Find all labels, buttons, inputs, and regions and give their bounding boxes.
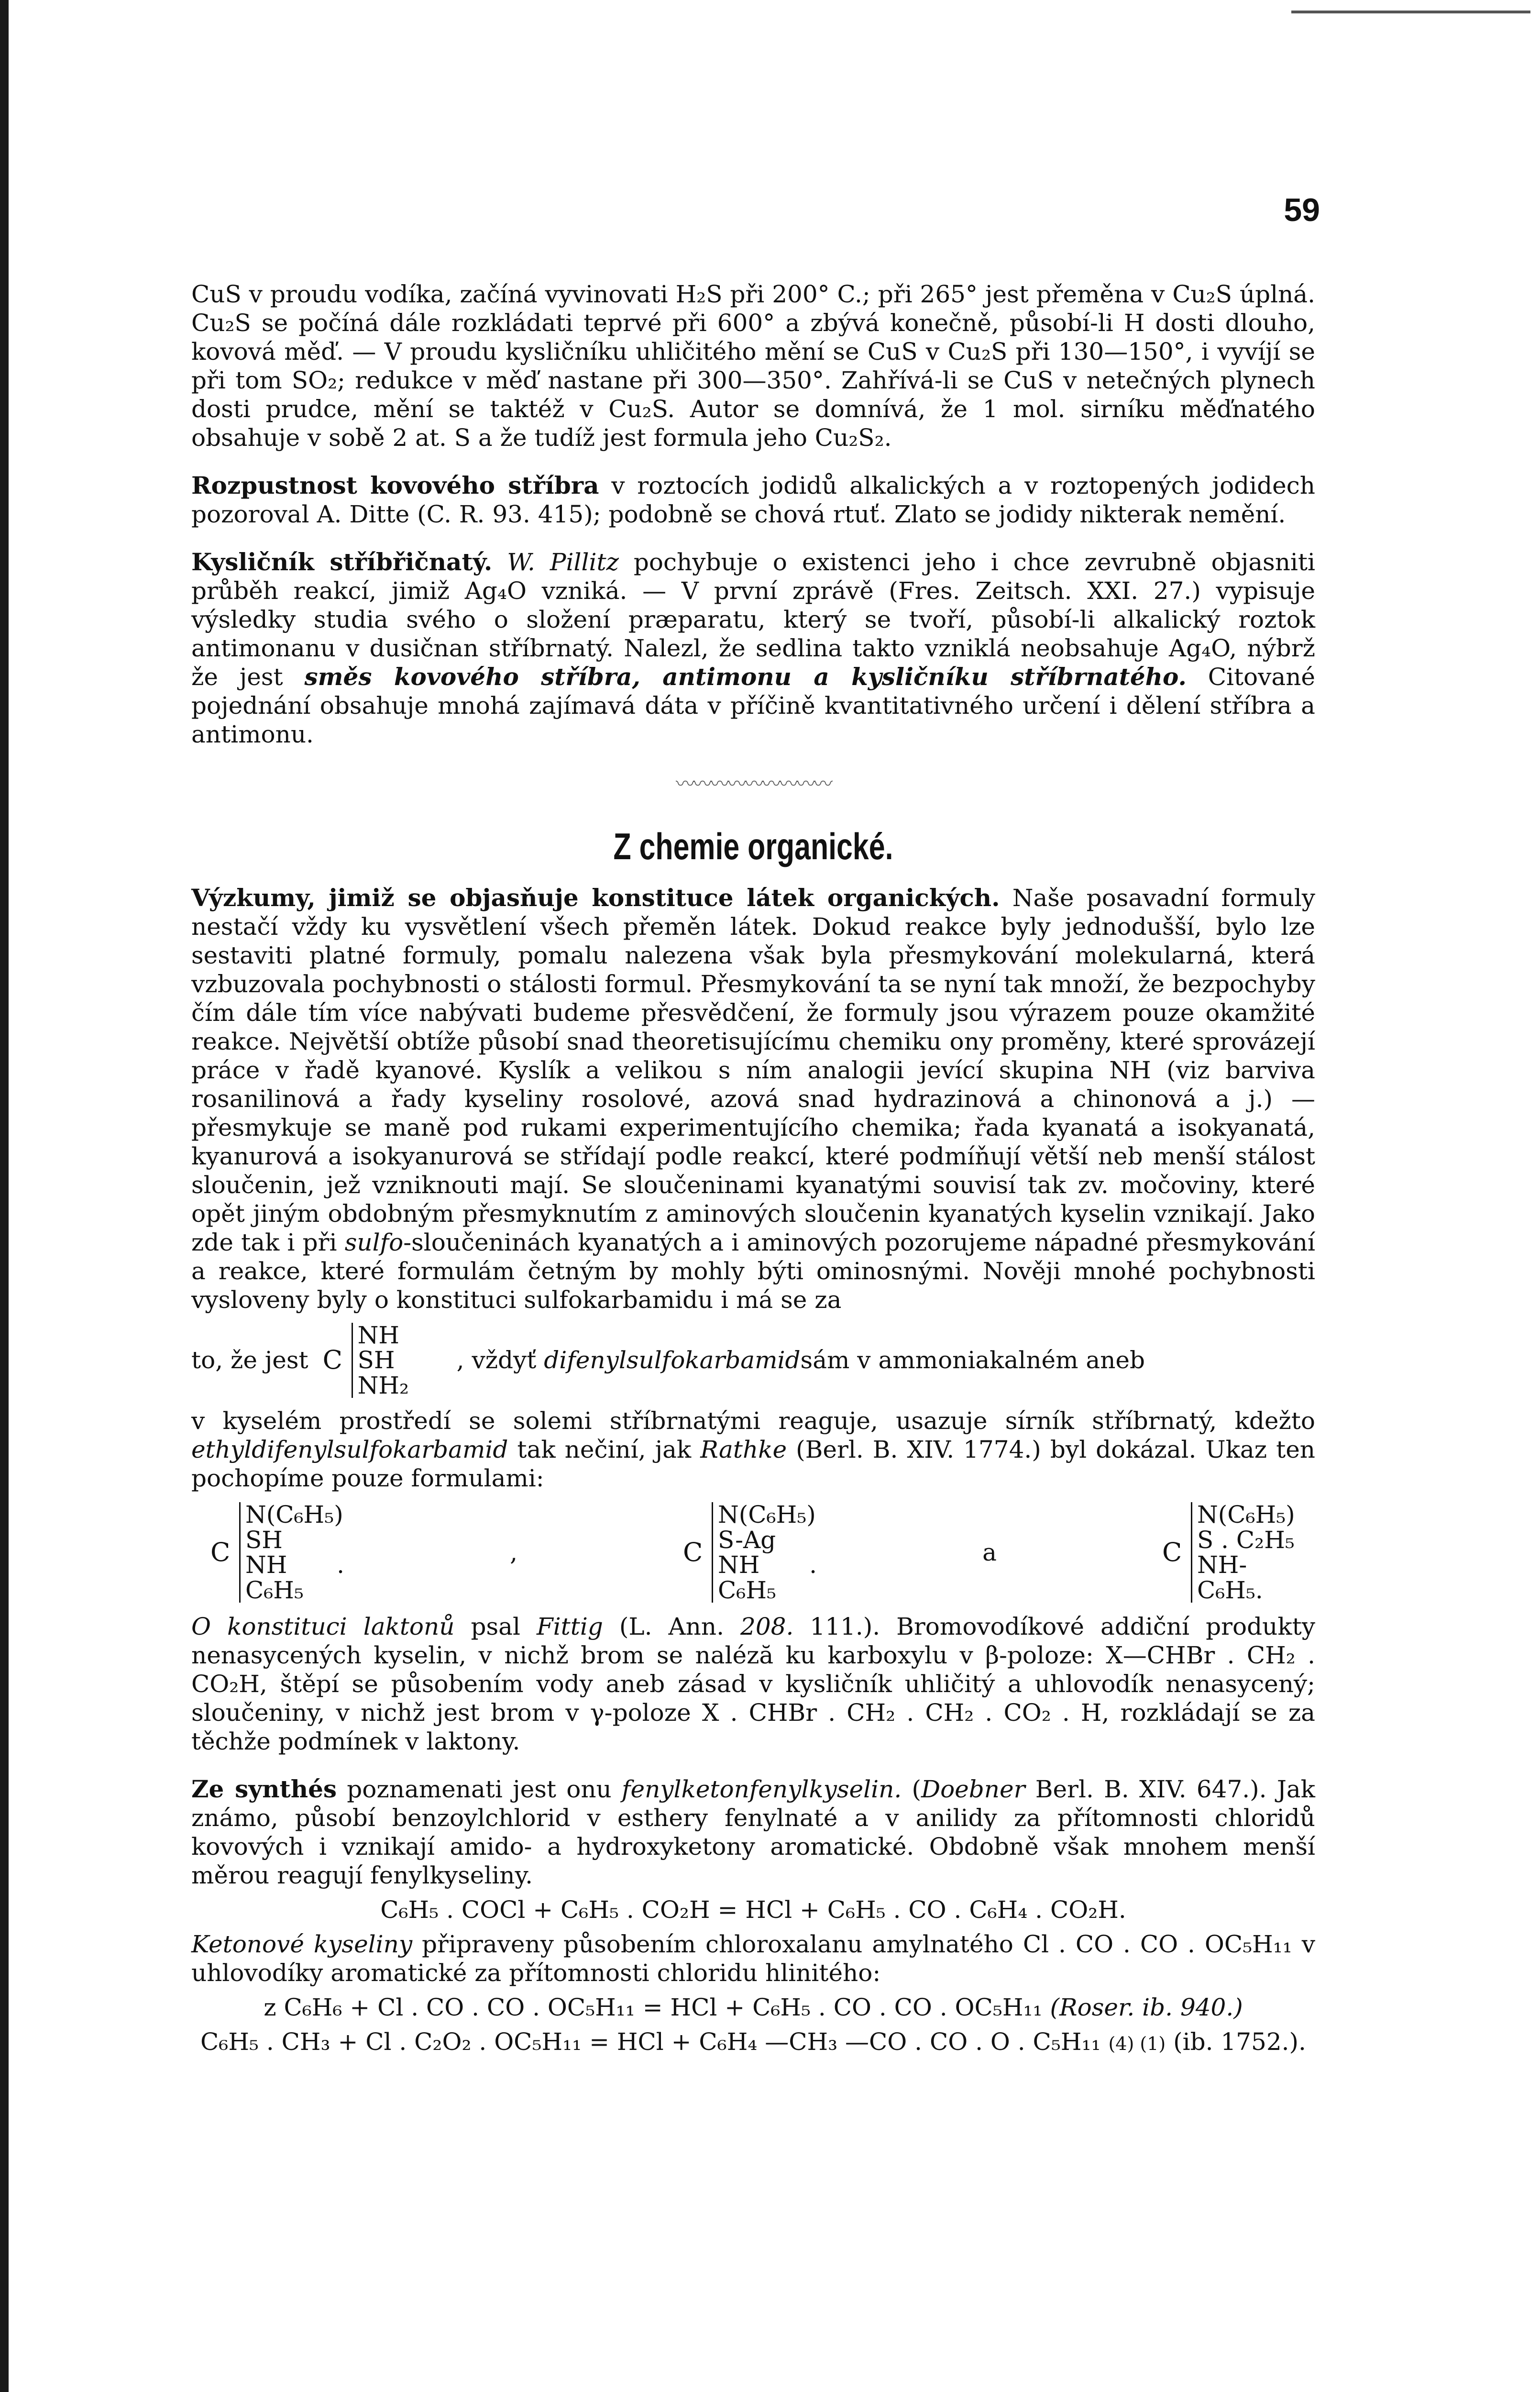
equation-1: C₆H₅ . COCl + C₆H₅ . CO₂H = HCl + C₆H₅ . CO . C₆H₄ . CO₂H. [380,1896,1126,1924]
page-number: 59 [1284,192,1320,228]
structure-c [1162,1502,1296,1603]
eq3-ref: (ib. 1752.). [1173,2028,1306,2056]
formula-label: to, že jest [191,1346,308,1374]
text-oxide-2: Citované pojednání obsahuje mnohá zajímavá dáta v příčině kvantitativného určení i dělení stříbra a antimonu. [191,663,1315,748]
text-af-2: tak nečiní, jak [508,1436,701,1464]
sep: a [982,1539,997,1567]
difenylsulfokarbamid: difenylsulfokarbamid [544,1346,801,1374]
arms [352,1323,457,1398]
arm: N(C₆H₅) [718,1501,816,1529]
page-edge [0,0,9,2392]
author-rathke: Rathke [700,1436,787,1464]
paragraph-lactone [191,1612,1315,1756]
t: Berl. B. XIV. 647.). Jak známo, působí benzoylchlorid v esthery fenylnaté a v anilidy za přítomnosti chloridů kovových i vznikají amido- a hydroxyketony aromatické. Obdobně však mnohem menší měrou reagují fenylkyseliny. [191,1775,1315,1890]
equation-3 [191,2027,1315,2056]
t: (L. Ann. [603,1613,741,1641]
arms [712,1502,817,1603]
ethyl-name: ethyldifenylsulfokarbamid [191,1436,508,1464]
lactone-title: O konstituci laktonů [191,1613,455,1641]
arms [1191,1502,1296,1603]
eq2-ref: (Roser. ib. 940.) [1050,1993,1243,2022]
eq3: C₆H₅ . CH₃ + Cl . C₂O₂ . OC₅H₁₁ = HCl + C₆H₄ —CH₃ —CO . CO . O . C₅H₁₁ [200,2028,1101,2056]
eq3-pos: (4) (1) [1108,2033,1166,2055]
arm: NH . C₆H₅ [245,1551,344,1604]
t: připraveny působením chloroxalanu amylnatého Cl . CO . CO . OC₅H₁₁ v uhlovodíky aromatické za přítomnosti chloridu hlinitého: [191,1930,1315,1987]
arm: N(C₆H₅) [1197,1501,1295,1529]
carbon-atom: C [683,1537,703,1567]
formula-text-2: sám v ammoniakalném aneb [800,1346,1145,1374]
arm: NH [357,1321,400,1349]
arm: SH [357,1346,395,1374]
vol: 208. [740,1613,794,1641]
t: poznamenati jest onu [337,1775,622,1804]
formula-row [210,1502,1296,1603]
scan-mark [1291,11,1530,13]
lead-silver: Rozpustnost kovového stříbra [191,471,599,499]
sulfo-prefix: sulfo [344,1228,404,1256]
lead-oxide: Kysličník stříbřičnatý. [191,548,493,576]
emph-oxide: směs kovového stříbra, antimonu a kysličníku stříbrnatého. [304,663,1187,691]
carbon-atom: C [322,1344,342,1375]
text-research-1: Naše posavadní formuly nestačí vždy ku vysvětlení všech přeměn látek. Dokud reakce byly jednodušší, bylo lze sestaviti platné formuly, pomalu nalezena však byla přesmykování molekularná, která vzbuzovala pochybnosti o stálosti formul. Přesmykování ta se nyní tak množí, že bezpochyby čím dále tím více nabývati budeme přesvědčení, že formuly jsou výrazem pouze okamžité reakce. Největší obtíže působí snad theoretisujícímu chemiku ony proměny, které sprovázejí práce v řadě kyanové. Kyslík a velikou s ním analogii jevící skupina NH (viz barviva rosanilinová a řady kyseliny rosolové, azová snad hydrazinová a chinonová a j.) — přesmykuje se maně pod rukami experimentujícího chemika; řada kyanatá a isokyanatá, kyanurová a isokyanurová se střídají podle reakcí, které podmíňují větší neb menší stálost sloučenin, jež vzniknouti mají. Se sloučeninami kyanatými souvisí tak zv. močoviny, které opět jiným obdobným přesmyknutím z aminových sloučenin kyanatých kyselin vznikají. Jako zde tak i při [191,884,1315,1256]
section-divider: 〰〰〰〰〰〰〰〰〰 [676,773,831,795]
formula-text: , vždyť [456,1346,537,1374]
lead-synthesis: Ze synthés [191,1775,337,1804]
t: 111.). Bromovodíkové addiční produkty nenasycených kyselin, v nichž brom se naléză ku karboxylu v β-poloze: X—CHBr . CH₂ . CO₂H, štěpí se působením vody aneb zásad v kysličník uhličitý a uhlovodík nenasycený; sloučeniny, v nichž jest brom v γ-poloze X . CHBr . CH₂ . CH₂ . CO₂ . H, rozkládají se za těchže podmínek v laktony. [191,1613,1315,1756]
lead-research: Výzkumy, jimiž se objasňuje konstituce látek organických. [191,883,1000,912]
keto-title: Ketonové kyseliny [191,1930,413,1959]
paragraph-research [191,884,1315,1314]
author-doebner: Doebner [921,1775,1025,1804]
author-fittig: Fittig [536,1613,603,1641]
structure-a [210,1502,344,1603]
paragraph-after-formula [191,1406,1315,1493]
arm: SH [245,1526,283,1554]
arm: S-Ag [718,1526,776,1554]
t: psal [454,1613,537,1641]
section-title: Z chemie organické. [613,825,893,867]
arms [239,1502,344,1603]
synthesis-italic: fenylketonfenylkyselin. [621,1775,902,1804]
structure-b [683,1502,817,1603]
paragraph-keto [191,1930,1315,1987]
sep: , [510,1539,517,1567]
text-af-1: v kyselém prostředí se solemi stříbrnatými reaguje, usazuje sírník stříbrnatý, kdežto [191,1407,1315,1435]
carbon-atom: C [210,1537,231,1567]
text-research-2: -sloučeninách kyanatých a i aminových pozorujeme nápadné přesmykování a reakce, které formulám četným by mohly býti ominosnými. Nověji mnohé pochybnosti vysloveny byly o konstituci sulfokarbamidu i má se za [191,1228,1315,1314]
page-content [191,280,1315,2062]
formula-sulfokarbamid [191,1323,1315,1398]
equation-2 [191,1993,1315,2022]
author-pillitz: W. Pillitz [507,548,619,576]
arm: S . C₂H₅ [1197,1526,1295,1554]
text-silver: v roztocích jodidů alkalických a v roztopených jodidech pozoroval A. Ditte (C. R. 93. 415); podobně se chová rtuť. Zlato se jodidy nikterak nemění. [191,472,1315,528]
arm: N(C₆H₅) [245,1501,343,1529]
paragraph-synthesis: Ze synthés poznamenati jest onu fenylketonfenylkyselin. (Doebner Berl. B. XIV. 647.). Jak známo, působí benzoylchlorid v esthery fenylnaté a v anilidy za přítomnosti chloridů kovových i vznikají amido- a hydroxyketony aromatické. Obdobně však mnohem menší měrou reagují fenylkyseliny. [191,1775,1315,1890]
text-af-3: (Berl. B. XIV. 1774.) byl dokázal. Ukaz ten pochopíme pouze formulami: [191,1436,1315,1493]
structure-1 [323,1323,457,1398]
paragraph-silver [191,471,1315,529]
text-oxide-1: pochybuje o existenci jeho i chce zevrubně objasniti průběh reakcí, jimiž Ag₄O vzniká. — V první zprávě (Fres. Zeitsch. XXI. 27.) vypisuje výsledky studia svého o složení præparatu, který se tvoří, působí-li alkalický roztok antimonanu v dusičnan stříbrnatý. Nalezl, že sedlina takto vzniklá neobsahuje Ag₄O, nýbrž že jest [191,548,1315,691]
carbon-atom: C [1162,1537,1182,1567]
arm: NH₂ [357,1371,409,1399]
arm: NH-C₆H₅. [1197,1551,1263,1604]
paragraph-oxide [191,548,1315,749]
paragraph-cus: CuS v proudu vodíka, začíná vyvinovati H₂S při 200° C.; při 265° jest přeměna v Cu₂S úplná. Cu₂S se počíná dále rozkládati teprvé při 600° a zbývá konečně, působí-li H dosti dlouho, kovová měď. — V proudu kysličníku uhličitého mění se CuS v Cu₂S při 130—150°, i vyvíjí se při tom SO₂; redukce v měď nastane při 300—350°. Zahřívá-li se CuS v netečných plynech dosti prudce, mění se taktéž v Cu₂S. Autor se domnívá, že 1 mol. sirníku měďnatého obsahuje v sobě 2 at. S a že tudíž jest formula jeho Cu₂S₂. [191,280,1315,452]
eq2: z C₆H₆ + Cl . CO . CO . OC₅H₁₁ = HCl + C₆H₅ . CO . CO . OC₅H₁₁ [264,1993,1043,2022]
arm: NH . C₆H₅ [718,1551,817,1604]
